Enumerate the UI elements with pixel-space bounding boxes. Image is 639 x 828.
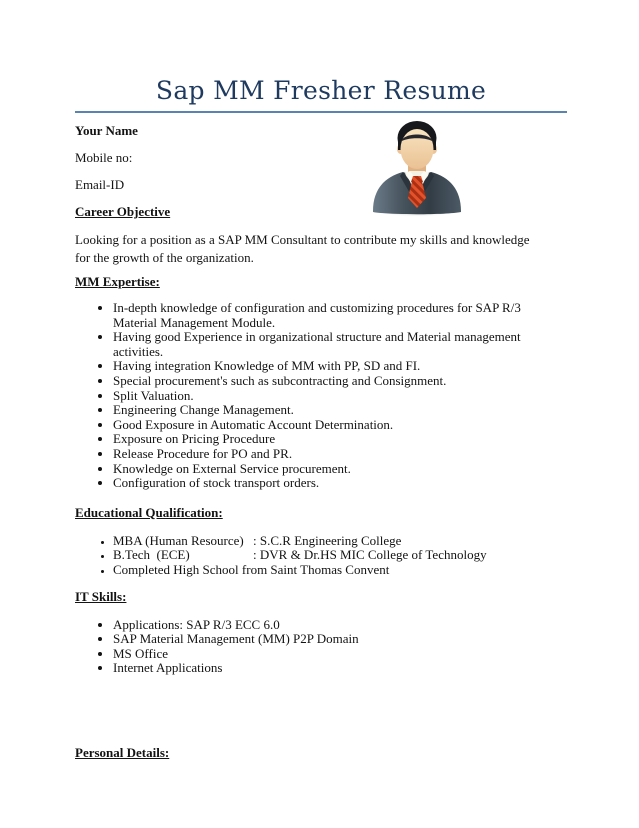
list-item: • Internet Applications [113,661,567,676]
list-item: • Configuration of stock transport orders. [113,476,567,491]
education-degree: MBA (Human Resource) [113,532,244,548]
list-item: • Release Procedure for PO and PR. [113,447,567,462]
education-degree: B.Tech (ECE) [113,547,190,563]
education-item [113,548,567,563]
section-heading-personal-details: Personal Details: [75,744,170,760]
contact-mobile: Mobile no: [75,150,133,165]
mm-expertise-list [75,301,567,491]
list-item: • Knowledge on External Service procurement. [113,462,567,477]
education-separator: : [253,547,257,563]
it-skills-list [75,618,567,676]
education-item [113,563,567,578]
list-item: • Good Exposure in Automatic Account Determination. [113,418,567,433]
list-item: • Special procurement's such as subcontracting and Consignment. [113,374,567,389]
page-title: Sap MM Fresher Resume [155,76,487,105]
career-objective-text: Looking for a position as a SAP MM Consultant to contribute my skills and knowledge for the growth of the organization. [75,232,530,265]
education-list [75,534,567,578]
contact-block [75,124,567,192]
education-item [113,534,567,549]
list-item: • Engineering Change Management. [113,403,567,418]
education-degree: Completed High School from Saint Thomas Convent [113,561,390,577]
list-item: • Having good Experience in organizational structure and Material management activities. [113,330,567,359]
list-item: • Split Valuation. [113,389,567,404]
section-heading-education: Educational Qualification: [75,504,223,520]
list-item: • Exposure on Pricing Procedure [113,432,567,447]
section-heading-career-objective: Career Objective [75,204,171,219]
education-institution: S.C.R Engineering College [256,532,402,548]
list-item: • Having integration Knowledge of MM with PP, SD and FI. [113,359,567,374]
title-divider [75,111,567,113]
list-item: • MS Office [113,647,567,662]
contact-name: Your Name [75,123,138,138]
education-institution: DVR & Dr.HS MIC College of Technology [256,547,487,563]
list-item: • SAP Material Management (MM) P2P Domain [113,632,567,647]
businessman-avatar [362,116,472,218]
businessman-avatar-icon [362,116,472,218]
list-item: • In-depth knowledge of configuration and customizing procedures for SAP R/3 Material Management Module. [113,301,567,330]
list-item: • Applications: SAP R/3 ECC 6.0 [113,618,567,633]
education-separator: : [253,532,257,548]
contact-email: Email-ID [75,177,125,192]
section-heading-mm-expertise: MM Expertise: [75,274,160,289]
section-heading-it-skills: IT Skills: [75,588,127,604]
